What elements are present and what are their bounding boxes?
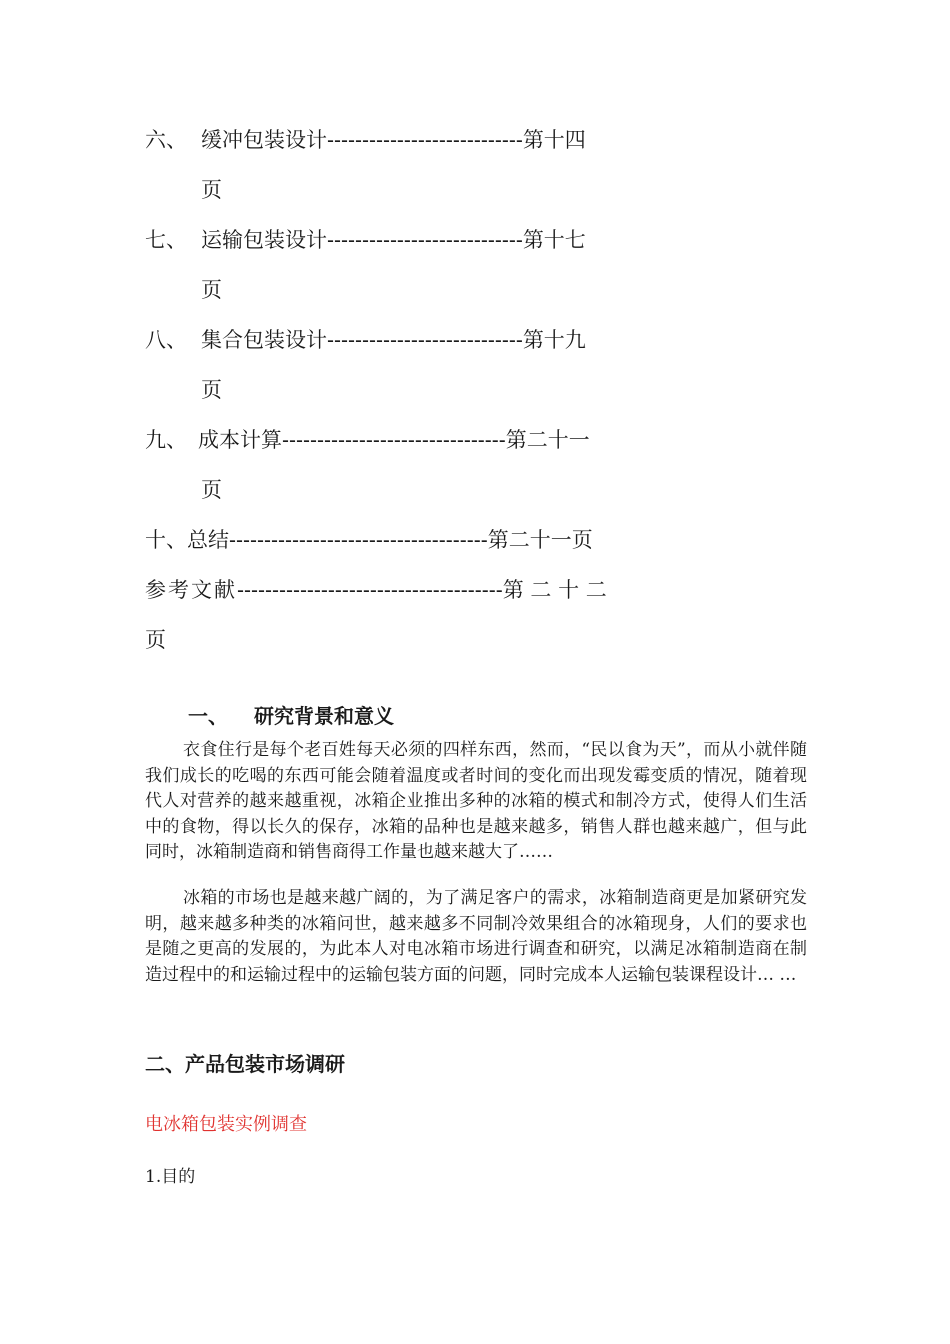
toc-entry-title: 参考文献 — [145, 578, 237, 602]
toc-entry-8-page-cont: 页 — [201, 378, 222, 402]
section-1-paragraph-1: 衣食住行是每个老百姓每天必须的四样东西，然而，“民以食为天”，而从小就伴随我们成长的吃喝的东西可能会随着温度或者时间的变化而出现发霉变质的情况，随着现代人对营养的越来越重视，冰箱企业推出多种的冰箱的模式和制冷方式，使得人们生活中的食物，得以长久的保存，冰箱的品种也是越来越多，销售人群也越来越广，但与此同时，冰箱制造商和销售商得工作量也越来越大了…… — [145, 740, 807, 863]
toc-entry-title: 缓冲包装设计 — [201, 128, 327, 152]
toc-entry-references — [145, 576, 607, 605]
toc-entry-leader: -------------------------------------- — [237, 579, 503, 602]
toc-entry-page: 第十四 — [522, 128, 586, 152]
toc-entry-7-page-cont: 页 — [201, 278, 222, 302]
toc-entry-leader: ------------------------------------- — [229, 529, 488, 552]
toc-entry-9-page-cont: 页 — [201, 478, 222, 502]
toc-entry-page: 第二十一页 — [487, 528, 593, 552]
toc-entry-6 — [145, 126, 586, 155]
toc-entry-page: 第十九 — [522, 328, 586, 352]
toc-entry-page: 第 二 十 二 — [502, 578, 607, 602]
toc-entry-page: 第二十一 — [505, 428, 590, 452]
section-2-heading: 二、产品包装市场调研 — [145, 1052, 345, 1076]
toc-entry-number: 六、 — [145, 128, 187, 152]
toc-entry-7 — [145, 226, 586, 255]
toc-entry-page: 第十七 — [522, 228, 586, 252]
section-1-heading — [188, 700, 394, 729]
toc-entry-number: 九、 — [145, 428, 187, 452]
section-2-subtitle: 电冰箱包装实例调查 — [145, 1114, 307, 1135]
toc-entry-10 — [145, 526, 593, 555]
toc-entry-leader: ---------------------------- — [327, 229, 523, 252]
toc-entry-number: 八、 — [145, 328, 187, 352]
toc-entry-title: 成本计算 — [198, 428, 282, 452]
toc-entry-title: 运输包装设计 — [201, 228, 327, 252]
toc-entry-leader: ---------------------------- — [327, 129, 523, 152]
toc-entry-title: 总结 — [187, 528, 229, 552]
toc-entry-9 — [145, 426, 590, 455]
section-1-title: 研究背景和意义 — [254, 704, 394, 728]
section-1-number: 一、 — [188, 704, 228, 728]
toc-entry-references-page-cont: 页 — [145, 628, 166, 652]
section-2-item-1: 1.目的 — [145, 1167, 196, 1187]
section-1-paragraph-2: 冰箱的市场也是越来越广阔的，为了满足客户的需求，冰箱制造商更是加紧研究发明，越来越多种类的冰箱问世，越来越多不同制冷效果组合的冰箱现身，人们的要求也是随之更高的发展的，为此本人对电冰箱市场进行调查和研究，以满足冰箱制造商在制造过程中的和运输过程中的运输包装方面的问题，同时完成本人运输包装课程设计… … — [145, 888, 807, 985]
toc-entry-number: 七、 — [145, 228, 187, 252]
toc-entry-leader: -------------------------------- — [282, 429, 506, 452]
toc-entry-number: 十、 — [145, 528, 187, 552]
toc-entry-leader: ---------------------------- — [327, 329, 523, 352]
toc-entry-8 — [145, 326, 586, 355]
toc-entry-title: 集合包装设计 — [201, 328, 327, 352]
toc-entry-6-page-cont: 页 — [201, 178, 222, 202]
